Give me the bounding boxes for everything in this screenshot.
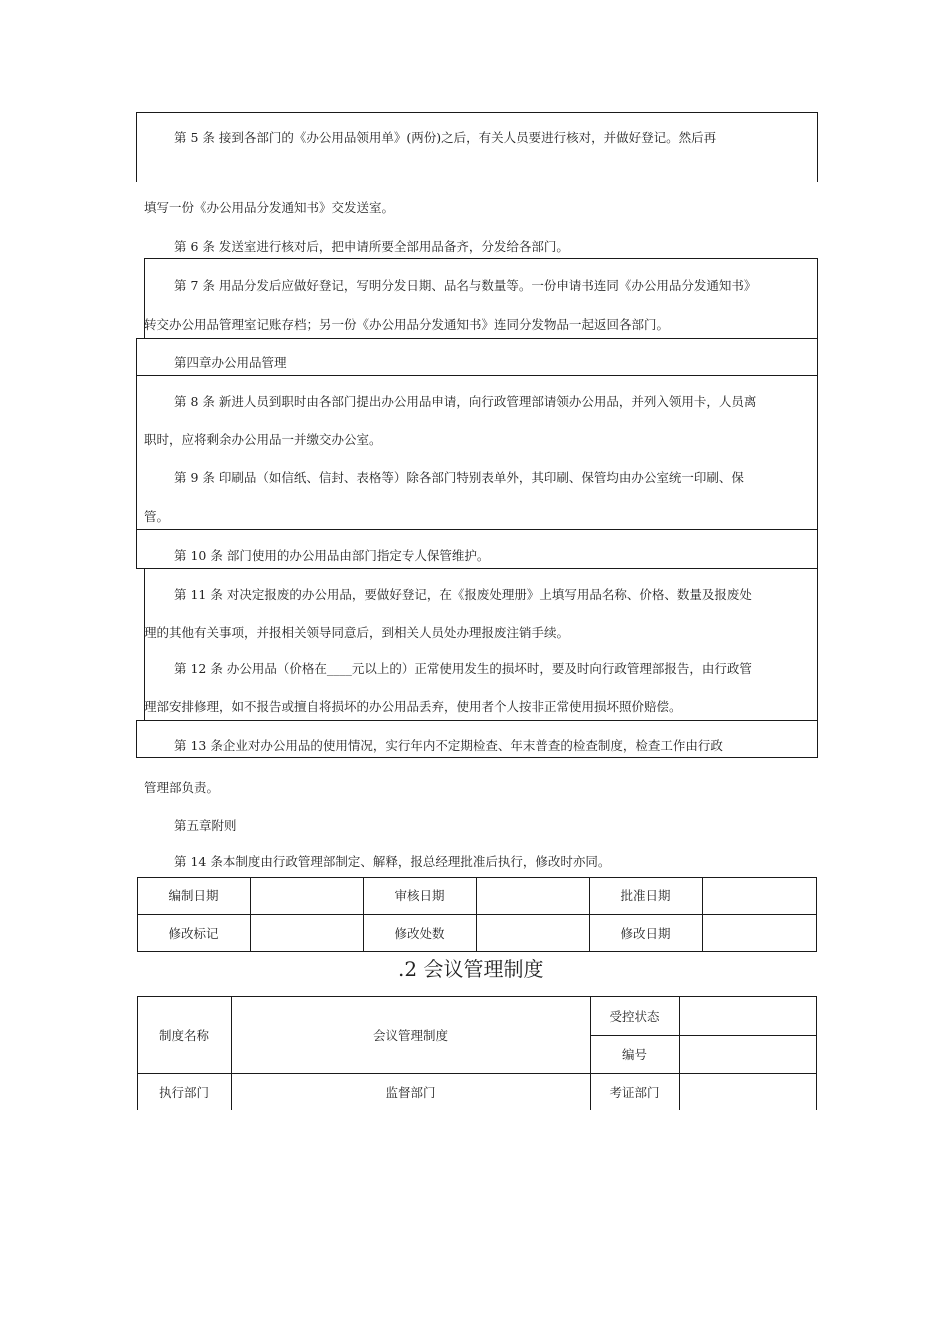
revision-date-label: 修改日期	[620, 926, 671, 941]
article-7-line-2: 转交办公用品管理室记账存档；另一份《办公用品分发通知书》连同分发物品一起返回各部门。	[144, 317, 670, 332]
supervising-department-label: 监督部门	[385, 1085, 436, 1100]
revision-mark-label: 修改标记	[168, 926, 219, 941]
compile-date-label: 编制日期	[168, 888, 219, 903]
article-12-line-2: 理部安排修理，如不报告或擅自将损坏的办公用品丢弃，使用者个人按非正常使用损坏照价赔偿。	[144, 699, 682, 714]
article-8-line-1: 第 8 条 新进人员到职时由各部门提出办公用品申请，向行政管理部请领办公用品，并列入领用卡，人员离	[174, 394, 757, 409]
article-14: 第 14 条本制度由行政管理部制定、解释，报总经理批准后执行，修改时亦同。	[174, 854, 611, 869]
article-9-line-1: 第 9 条 印刷品（如信纸、信封、表格等）除各部门特别表单外，其印刷、保管均由办公室统一印刷、保	[174, 470, 744, 485]
approve-date-label: 批准日期	[620, 888, 671, 903]
article-10: 第 10 条 部门使用的办公用品由部门指定专人保管维护。	[174, 548, 490, 563]
control-status-label: 受控状态	[609, 1009, 660, 1024]
policy-name-value: 会议管理制度	[372, 1028, 448, 1043]
verifying-department-label: 考证部门	[609, 1085, 660, 1100]
policy-name-label: 制度名称	[158, 1028, 209, 1043]
article-13-line-1: 第 13 条企业对办公用品的使用情况，实行年内不定期检查、年末普查的检查制度，检查工作由行政	[174, 738, 723, 753]
article-11-line-1: 第 11 条 对决定报废的办公用品，要做好登记，在《报废处理册》上填写用品名称、价格、数量及报废处	[174, 587, 752, 602]
chapter-5-heading: 第五章附则	[174, 818, 237, 833]
article-5-line-1: 第 5 条 接到各部门的《办公用品领用单》(两份)之后，有关人员要进行核对，并做好登记。然后再	[174, 130, 717, 145]
article-8-line-2: 职时，应将剩余办公用品一并缴交办公室。	[144, 432, 382, 447]
article-11-line-2: 理的其他有关事项，并报相关领导同意后，到相关人员处办理报废注销手续。	[144, 625, 570, 640]
article-13-line-2: 管理部负责。	[144, 780, 220, 795]
chapter-4-heading: 第四章办公用品管理	[174, 355, 287, 370]
article-6: 第 6 条 发送室进行核对后，把申请所要全部用品备齐，分发给各部门。	[174, 239, 569, 254]
review-date-label: 审核日期	[394, 888, 445, 903]
article-5-line-2: 填写一份《办公用品分发通知书》交发送室。	[144, 200, 395, 215]
section-title: .2 会议管理制度	[398, 957, 544, 981]
executing-department-label: 执行部门	[158, 1085, 209, 1100]
article-9-line-2: 管。	[144, 509, 170, 524]
article-12-line-1: 第 12 条 办公用品（价格在____元以上的）正常使用发生的损坏时，要及时向行政管理部报告，由行政管	[174, 661, 752, 676]
document-number-label: 编号	[621, 1047, 647, 1062]
revision-count-label: 修改处数	[394, 926, 445, 941]
article-7-line-1: 第 7 条 用品分发后应做好登记，写明分发日期、品名与数量等。一份申请书连同《办公用品分发通知书》	[174, 278, 757, 293]
